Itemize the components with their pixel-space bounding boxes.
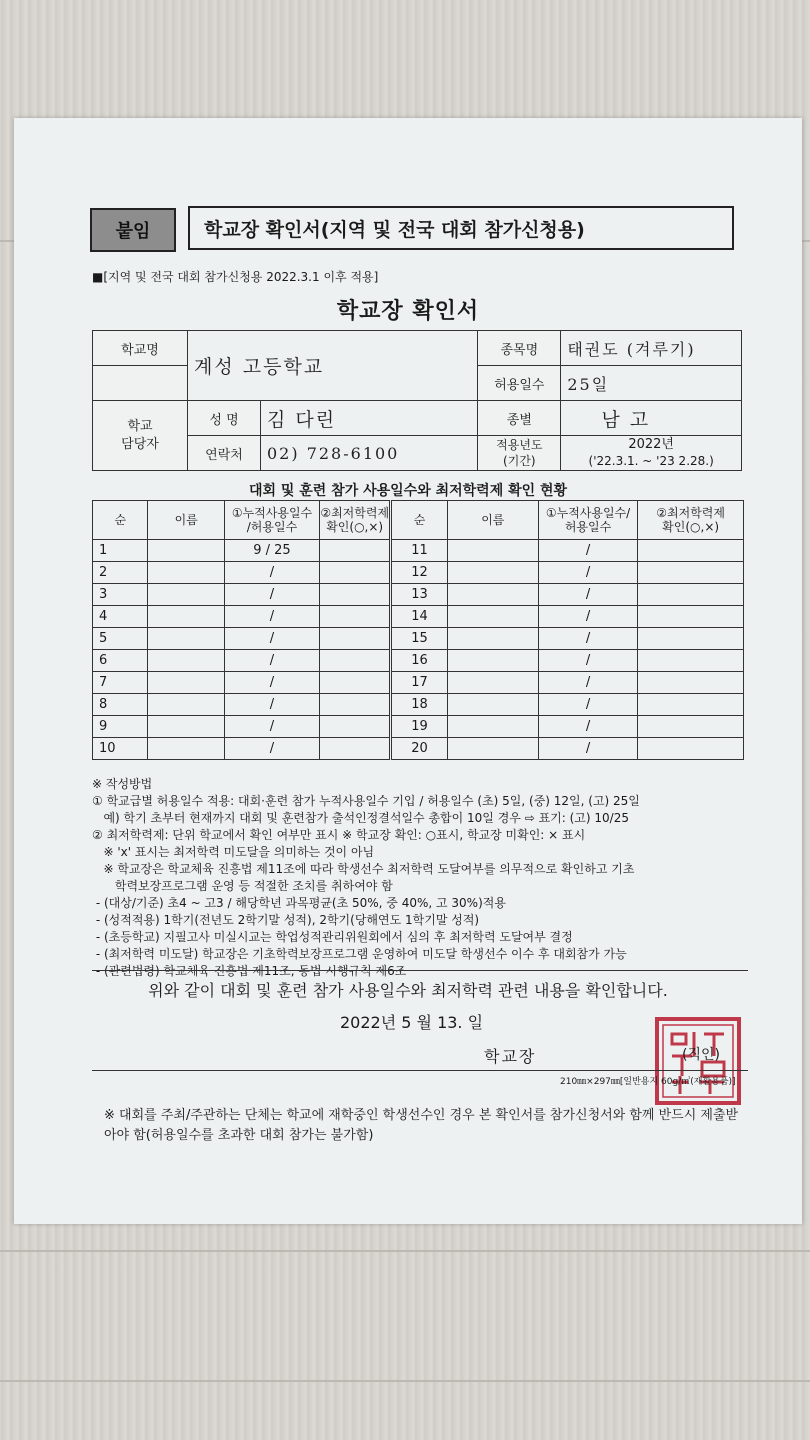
table-row — [93, 694, 744, 716]
row-number: 8 — [93, 694, 148, 716]
row-days: / — [538, 716, 637, 738]
row-days: / — [224, 716, 319, 738]
row-name — [148, 694, 224, 716]
row-days: / — [538, 694, 637, 716]
row-days: / — [224, 606, 319, 628]
info-table — [92, 330, 742, 471]
row-check — [320, 672, 391, 694]
row-name — [447, 694, 538, 716]
school-label: 학교명 — [93, 331, 188, 366]
year-value: 2022년 — [628, 437, 674, 452]
row-check — [638, 650, 744, 672]
row-days: / — [224, 738, 319, 760]
name-value: 김 다린 — [261, 401, 478, 436]
row-days: / — [538, 584, 637, 606]
row-name — [148, 650, 224, 672]
instruction-line: - (성적적용) 1학기(전년도 2학기말 성적), 2학기(당해연도 1학기말 성적) — [92, 913, 480, 927]
table-header-row — [93, 501, 744, 540]
seal-label: (직인) — [682, 1047, 720, 1063]
table-header-cell: ②최저학력제 확인(○,×) — [638, 501, 744, 540]
row-days: / — [538, 562, 637, 584]
row-number: 11 — [391, 540, 448, 562]
row-number: 2 — [93, 562, 148, 584]
row-check — [638, 694, 744, 716]
row-number: 14 — [391, 606, 448, 628]
row-days: / — [224, 650, 319, 672]
division-label: 종별 — [478, 401, 561, 436]
row-name — [447, 738, 538, 760]
table-header-cell: ①누적사용일수/ 허용일수 — [538, 501, 637, 540]
school-label-cont — [93, 366, 188, 401]
table-row — [93, 606, 744, 628]
instruction-line: ※ 작성방법 — [92, 777, 153, 791]
row-check — [320, 694, 391, 716]
row-name — [148, 628, 224, 650]
teacher-label: 학교 담당자 — [93, 401, 188, 471]
row-days: / — [538, 606, 637, 628]
row-days: / — [538, 540, 637, 562]
year-period: ('22.3.1. ~ '23 2.28.) — [588, 454, 714, 468]
table-row — [93, 650, 744, 672]
row-number: 4 — [93, 606, 148, 628]
row-check — [320, 606, 391, 628]
row-name — [447, 562, 538, 584]
row-days: / — [224, 562, 319, 584]
row-check — [320, 584, 391, 606]
row-days: / — [538, 650, 637, 672]
table-header-cell: ①누적사용일수 /허용일수 — [224, 501, 319, 540]
floor-seam — [0, 1380, 810, 1382]
row-name — [447, 628, 538, 650]
instruction-line: ① 학교급별 허용일수 적용: 대회·훈련 참가 누적사용일수 기입 / 허용일수 (초) 5일, (중) 12일, (고) 25일 — [92, 794, 640, 808]
instruction-line: 예) 학기 초부터 현재까지 대회 및 훈련참가 출석인정결석일수 총합이 10일 경우 ⇨ 표기: (고) 10/25 — [92, 811, 629, 825]
row-check — [320, 562, 391, 584]
table-body — [93, 540, 744, 760]
instruction-line: ② 최저학력제: 단위 학교에서 확인 여부만 표시 ※ 학교장 확인: ○표시, 학교장 미확인: × 표시 — [92, 828, 586, 842]
row-name — [148, 606, 224, 628]
row-name — [148, 672, 224, 694]
row-days: / — [538, 628, 637, 650]
table-row — [93, 540, 744, 562]
row-name — [148, 584, 224, 606]
floor-seam — [0, 1250, 810, 1252]
divider — [92, 970, 748, 971]
row-check — [320, 540, 391, 562]
usage-table — [92, 500, 744, 760]
instruction-line: 학력보장프로그램 운영 등 적절한 조치를 취하여야 함 — [92, 879, 393, 893]
row-check — [638, 562, 744, 584]
attachment-tag: 붙임 — [90, 208, 176, 252]
table-header-cell: 이름 — [148, 501, 224, 540]
row-number: 3 — [93, 584, 148, 606]
table-row — [93, 716, 744, 738]
school-value: 계성 고등학교 — [188, 331, 478, 401]
row-name — [447, 540, 538, 562]
row-name — [447, 606, 538, 628]
table-row — [93, 628, 744, 650]
instruction-line: ※ 'x' 표시는 최저학력 미도달을 의미하는 것이 아님 — [92, 845, 375, 859]
row-name — [447, 650, 538, 672]
division-value: 남 고 — [561, 401, 742, 436]
table-header-cell: 순 — [93, 501, 148, 540]
row-days: 9 / 25 — [224, 540, 319, 562]
table-row — [93, 672, 744, 694]
row-check — [638, 628, 744, 650]
table-title: 대회 및 훈련 참가 사용일수와 최저학력제 확인 현황 — [248, 483, 568, 499]
year-cell — [561, 436, 742, 471]
principal-label: 학교장 — [484, 1047, 537, 1066]
row-check — [638, 606, 744, 628]
instruction-line: - (최저학력 미도달) 학교장은 기초학력보장프로그램 운영하여 미도달 학생선수 이수 후 대회참가 가능 — [92, 947, 627, 961]
row-name — [148, 540, 224, 562]
date-field: 2022년 5 월 13. 일 — [340, 1013, 484, 1032]
row-check — [638, 738, 744, 760]
row-days: / — [224, 628, 319, 650]
row-days: / — [224, 694, 319, 716]
row-number: 15 — [391, 628, 448, 650]
name-label: 성 명 — [188, 401, 261, 436]
row-days: / — [538, 738, 637, 760]
row-number: 13 — [391, 584, 448, 606]
row-number: 19 — [391, 716, 448, 738]
row-check — [320, 738, 391, 760]
divider — [92, 1070, 748, 1071]
row-check — [638, 540, 744, 562]
allowed-days-value: 25일 — [561, 366, 742, 401]
row-name — [148, 716, 224, 738]
instructions — [92, 776, 752, 980]
row-number: 1 — [93, 540, 148, 562]
table-row — [93, 584, 744, 606]
instruction-line: - (초등학교) 지필고사 미실시교는 학업성적관리위원회에서 심의 후 최저학력 도달여부 결정 — [92, 930, 573, 944]
footer-note: ※ 대회를 주최/주관하는 단체는 학교에 재학중인 학생선수인 경우 본 확인서를 참가신청서와 함께 반드시 제출받아야 함(허용일수를 초과한 대회 참가는 불가함) — [104, 1108, 739, 1143]
confirmation-text: 위와 같이 대회 및 훈련 참가 사용일수와 최저학력 관련 내용을 확인합니다. — [148, 981, 668, 1000]
row-days: / — [224, 584, 319, 606]
row-name — [447, 584, 538, 606]
event-value: 태권도 (겨루기) — [561, 331, 742, 366]
document-page — [14, 118, 802, 1224]
table-header-cell: 이름 — [447, 501, 538, 540]
paper-spec: 210㎜×297㎜[일반용지 60g/㎡(재활용품)] — [560, 1077, 736, 1087]
row-days: / — [538, 672, 637, 694]
table-header-cell: ②최저학력제 확인(○,×) — [320, 501, 391, 540]
table-row — [93, 562, 744, 584]
row-check — [638, 716, 744, 738]
row-number: 5 — [93, 628, 148, 650]
row-check — [638, 584, 744, 606]
row-number: 9 — [93, 716, 148, 738]
instruction-line: - (대상/기준) 초4 ~ 고3 / 해당학년 과목평균(초 50%, 중 40%, 고 30%)적용 — [92, 896, 506, 910]
row-number: 12 — [391, 562, 448, 584]
row-number: 16 — [391, 650, 448, 672]
table-header-cell: 순 — [391, 501, 448, 540]
row-name — [148, 738, 224, 760]
row-check — [320, 650, 391, 672]
row-days: / — [224, 672, 319, 694]
applicability-note: ■[지역 및 전국 대회 참가신청용 2022.3.1 이후 적용] — [92, 270, 379, 284]
row-name — [148, 562, 224, 584]
year-label: 적용년도 (기간) — [478, 436, 561, 471]
contact-label: 연락처 — [188, 436, 261, 471]
event-label: 종목명 — [478, 331, 561, 366]
row-number: 17 — [391, 672, 448, 694]
row-name — [447, 672, 538, 694]
contact-value: 02) 728-6100 — [261, 436, 478, 471]
document-title: 학교장 확인서 — [336, 299, 480, 324]
instruction-line: ※ 학교장은 학교체육 진흥법 제11조에 따라 학생선수 최저학력 도달여부를 의무적으로 확인하고 기초 — [92, 862, 635, 876]
row-number: 18 — [391, 694, 448, 716]
header-title: 학교장 확인서(지역 및 전국 대회 참가신청용) — [188, 206, 734, 250]
allowed-days-label: 허용일수 — [478, 366, 561, 401]
row-check — [638, 672, 744, 694]
row-number: 10 — [93, 738, 148, 760]
row-name — [447, 716, 538, 738]
row-number: 20 — [391, 738, 448, 760]
row-check — [320, 716, 391, 738]
row-check — [320, 628, 391, 650]
row-number: 7 — [93, 672, 148, 694]
table-row — [93, 738, 744, 760]
instruction-line: - (관련법령) 학교체육 진흥법 제11조, 동법 시행규칙 제6조 — [92, 964, 407, 978]
row-number: 6 — [93, 650, 148, 672]
